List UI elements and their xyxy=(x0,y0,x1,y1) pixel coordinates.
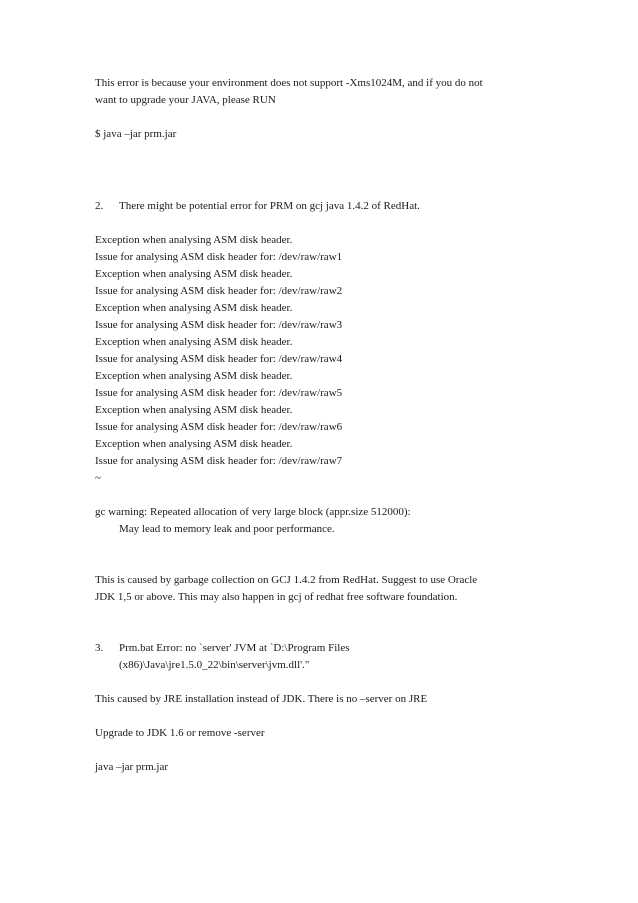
log-line: Exception when analysing ASM disk header. xyxy=(95,438,293,450)
gc-warning-line: gc warning: Repeated allocation of very large block (appr.size 512000): xyxy=(95,506,411,518)
run-command: $ java –jar prm.jar xyxy=(95,128,177,140)
log-line: Exception when analysing ASM disk header. xyxy=(95,234,293,246)
log-line: Exception when analysing ASM disk header. xyxy=(95,268,293,280)
section-3-heading xyxy=(95,640,543,674)
section-2-heading-text: There might be potential error for PRM on gcj java 1.4.2 of RedHat. xyxy=(119,200,420,212)
log-line: Issue for analysing ASM disk header for: /dev/raw/raw3 xyxy=(95,319,343,331)
intro-paragraph-line-2: want to upgrade your JAVA, please RUN xyxy=(95,94,276,106)
log-line: Exception when analysing ASM disk header. xyxy=(95,336,293,348)
log-output xyxy=(95,232,543,487)
upgrade-fix: Upgrade to JDK 1.6 or remove -server xyxy=(95,727,265,739)
explanation-line-2: JDK 1,5 or above. This may also happen in gcj of redhat free software foundation. xyxy=(95,591,458,603)
log-line: Exception when analysing ASM disk header. xyxy=(95,302,293,314)
log-line: ~ xyxy=(95,472,101,484)
log-line: Exception when analysing ASM disk header. xyxy=(95,370,293,382)
gc-warning-detail: May lead to memory leak and poor performance. xyxy=(119,523,335,535)
log-line: Issue for analysing ASM disk header for: /dev/raw/raw2 xyxy=(95,285,343,297)
intro-paragraph-line-1: This error is because your environment does not support -Xms1024M, and if you do not xyxy=(95,77,483,89)
java-command: java –jar prm.jar xyxy=(95,761,168,773)
jre-cause: This caused by JRE installation instead of JDK. There is no –server on JRE xyxy=(95,693,428,705)
log-line: Exception when analysing ASM disk header. xyxy=(95,404,293,416)
log-line: Issue for analysing ASM disk header for: /dev/raw/raw1 xyxy=(95,251,343,263)
document-page xyxy=(95,75,543,776)
section-3-heading-line-1: Prm.bat Error: no `server' JVM at `D:\Program Files xyxy=(119,642,350,654)
explanation-line-1: This is caused by garbage collection on GCJ 1.4.2 from RedHat. Suggest to use Oracle xyxy=(95,574,478,586)
log-line: Issue for analysing ASM disk header for: /dev/raw/raw6 xyxy=(95,421,343,433)
section-2-heading xyxy=(95,198,543,215)
section-3-number: 3. xyxy=(95,642,104,654)
section-3-heading-line-2: (x86)\Java\jre1.5.0_22\bin\server\jvm.dll'." xyxy=(119,659,310,671)
section-2-number: 2. xyxy=(95,200,104,212)
log-line: Issue for analysing ASM disk header for: /dev/raw/raw7 xyxy=(95,455,343,467)
log-line: Issue for analysing ASM disk header for: /dev/raw/raw5 xyxy=(95,387,343,399)
log-line: Issue for analysing ASM disk header for: /dev/raw/raw4 xyxy=(95,353,343,365)
